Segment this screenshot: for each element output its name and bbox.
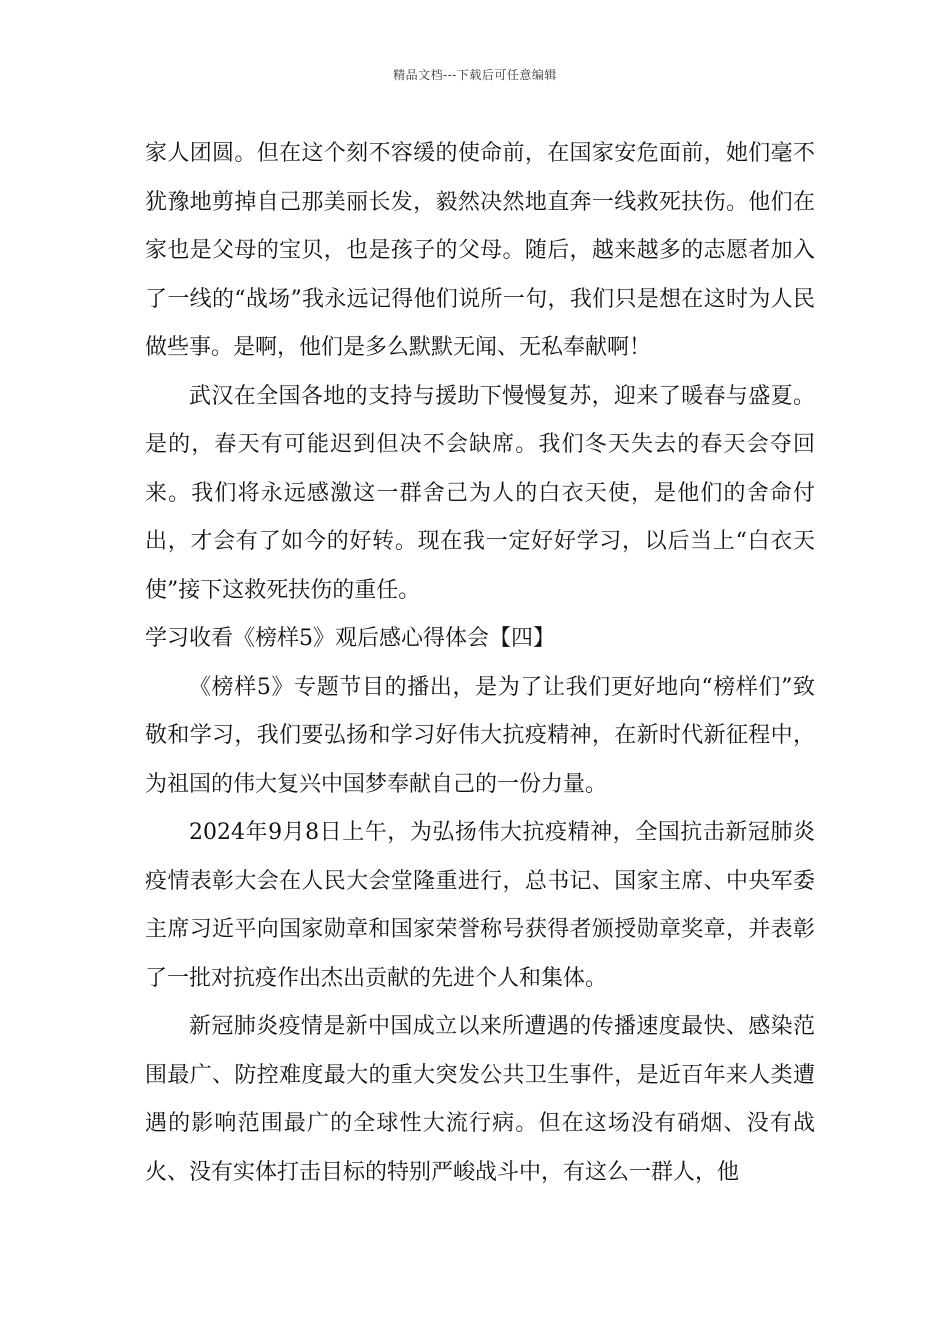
document-body <box>145 130 815 1197</box>
paragraph-program-intro: 《榜样5》专题节目的播出，是为了让我们更好地向“榜样们”致敬和学习，我们要弘扬和学习好伟大抗疫精神，在新时代新征程中，为祖国的伟大复兴中国梦奉献自己的一份力量。 <box>145 674 815 797</box>
paragraph-commendation-event: 2024年9月8日上午，为弘扬伟大抗疫精神，全国抗击新冠肺炎疫情表彰大会在人民大会堂隆重进行，总书记、国家主席、中央军委主席习近平向国家勋章和国家荣誉称号获得者颁授勋章奖章，并表彰了一批对抗疫作出杰出贡献的先进个人和集体。 <box>145 820 815 991</box>
page-header: 精品文档---下载后可任意编辑 <box>393 68 557 82</box>
section-heading: 学习收看《榜样5》观后感心得体会【四】 <box>145 626 555 651</box>
paragraph-epidemic-description: 新冠肺炎疫情是新中国成立以来所遭遇的传播速度最快、感染范围最广、防控难度最大的重大突发公共卫生事件，是近百年来人类遭遇的影响范围最广的全球性大流行病。但在这场没有硝烟、没有战火、没有实体打击目标的特别严峻战斗中，有这么一群人，他 <box>145 1014 815 1185</box>
paragraph-wuhan-recovery: 武汉在全国各地的支持与援助下慢慢复苏，迎来了暖春与盛夏。是的，春天有可能迟到但决不会缺席。我们冬天失去的春天会夺回来。我们将永远感激这一群舍己为人的白衣天使，是他们的舍命付出，才会有了如今的好转。现在我一定好好学习，以后当上“白衣天使”接下这救死扶伤的重任。 <box>145 383 815 603</box>
paragraph-continuation: 家人团圆。但在这个刻不容缓的使命前，在国家安危面前，她们毫不犹豫地剪掉自己那美丽长发，毅然决然地直奔一线救死扶伤。他们在家也是父母的宝贝，也是孩子的父母。随后，越来越多的志愿者加入了一线的“战场”我永远记得他们说所一句，我们只是想在这时为人民做些事。是啊，他们是多么默默无闻、无私奉献啊！ <box>145 141 815 360</box>
